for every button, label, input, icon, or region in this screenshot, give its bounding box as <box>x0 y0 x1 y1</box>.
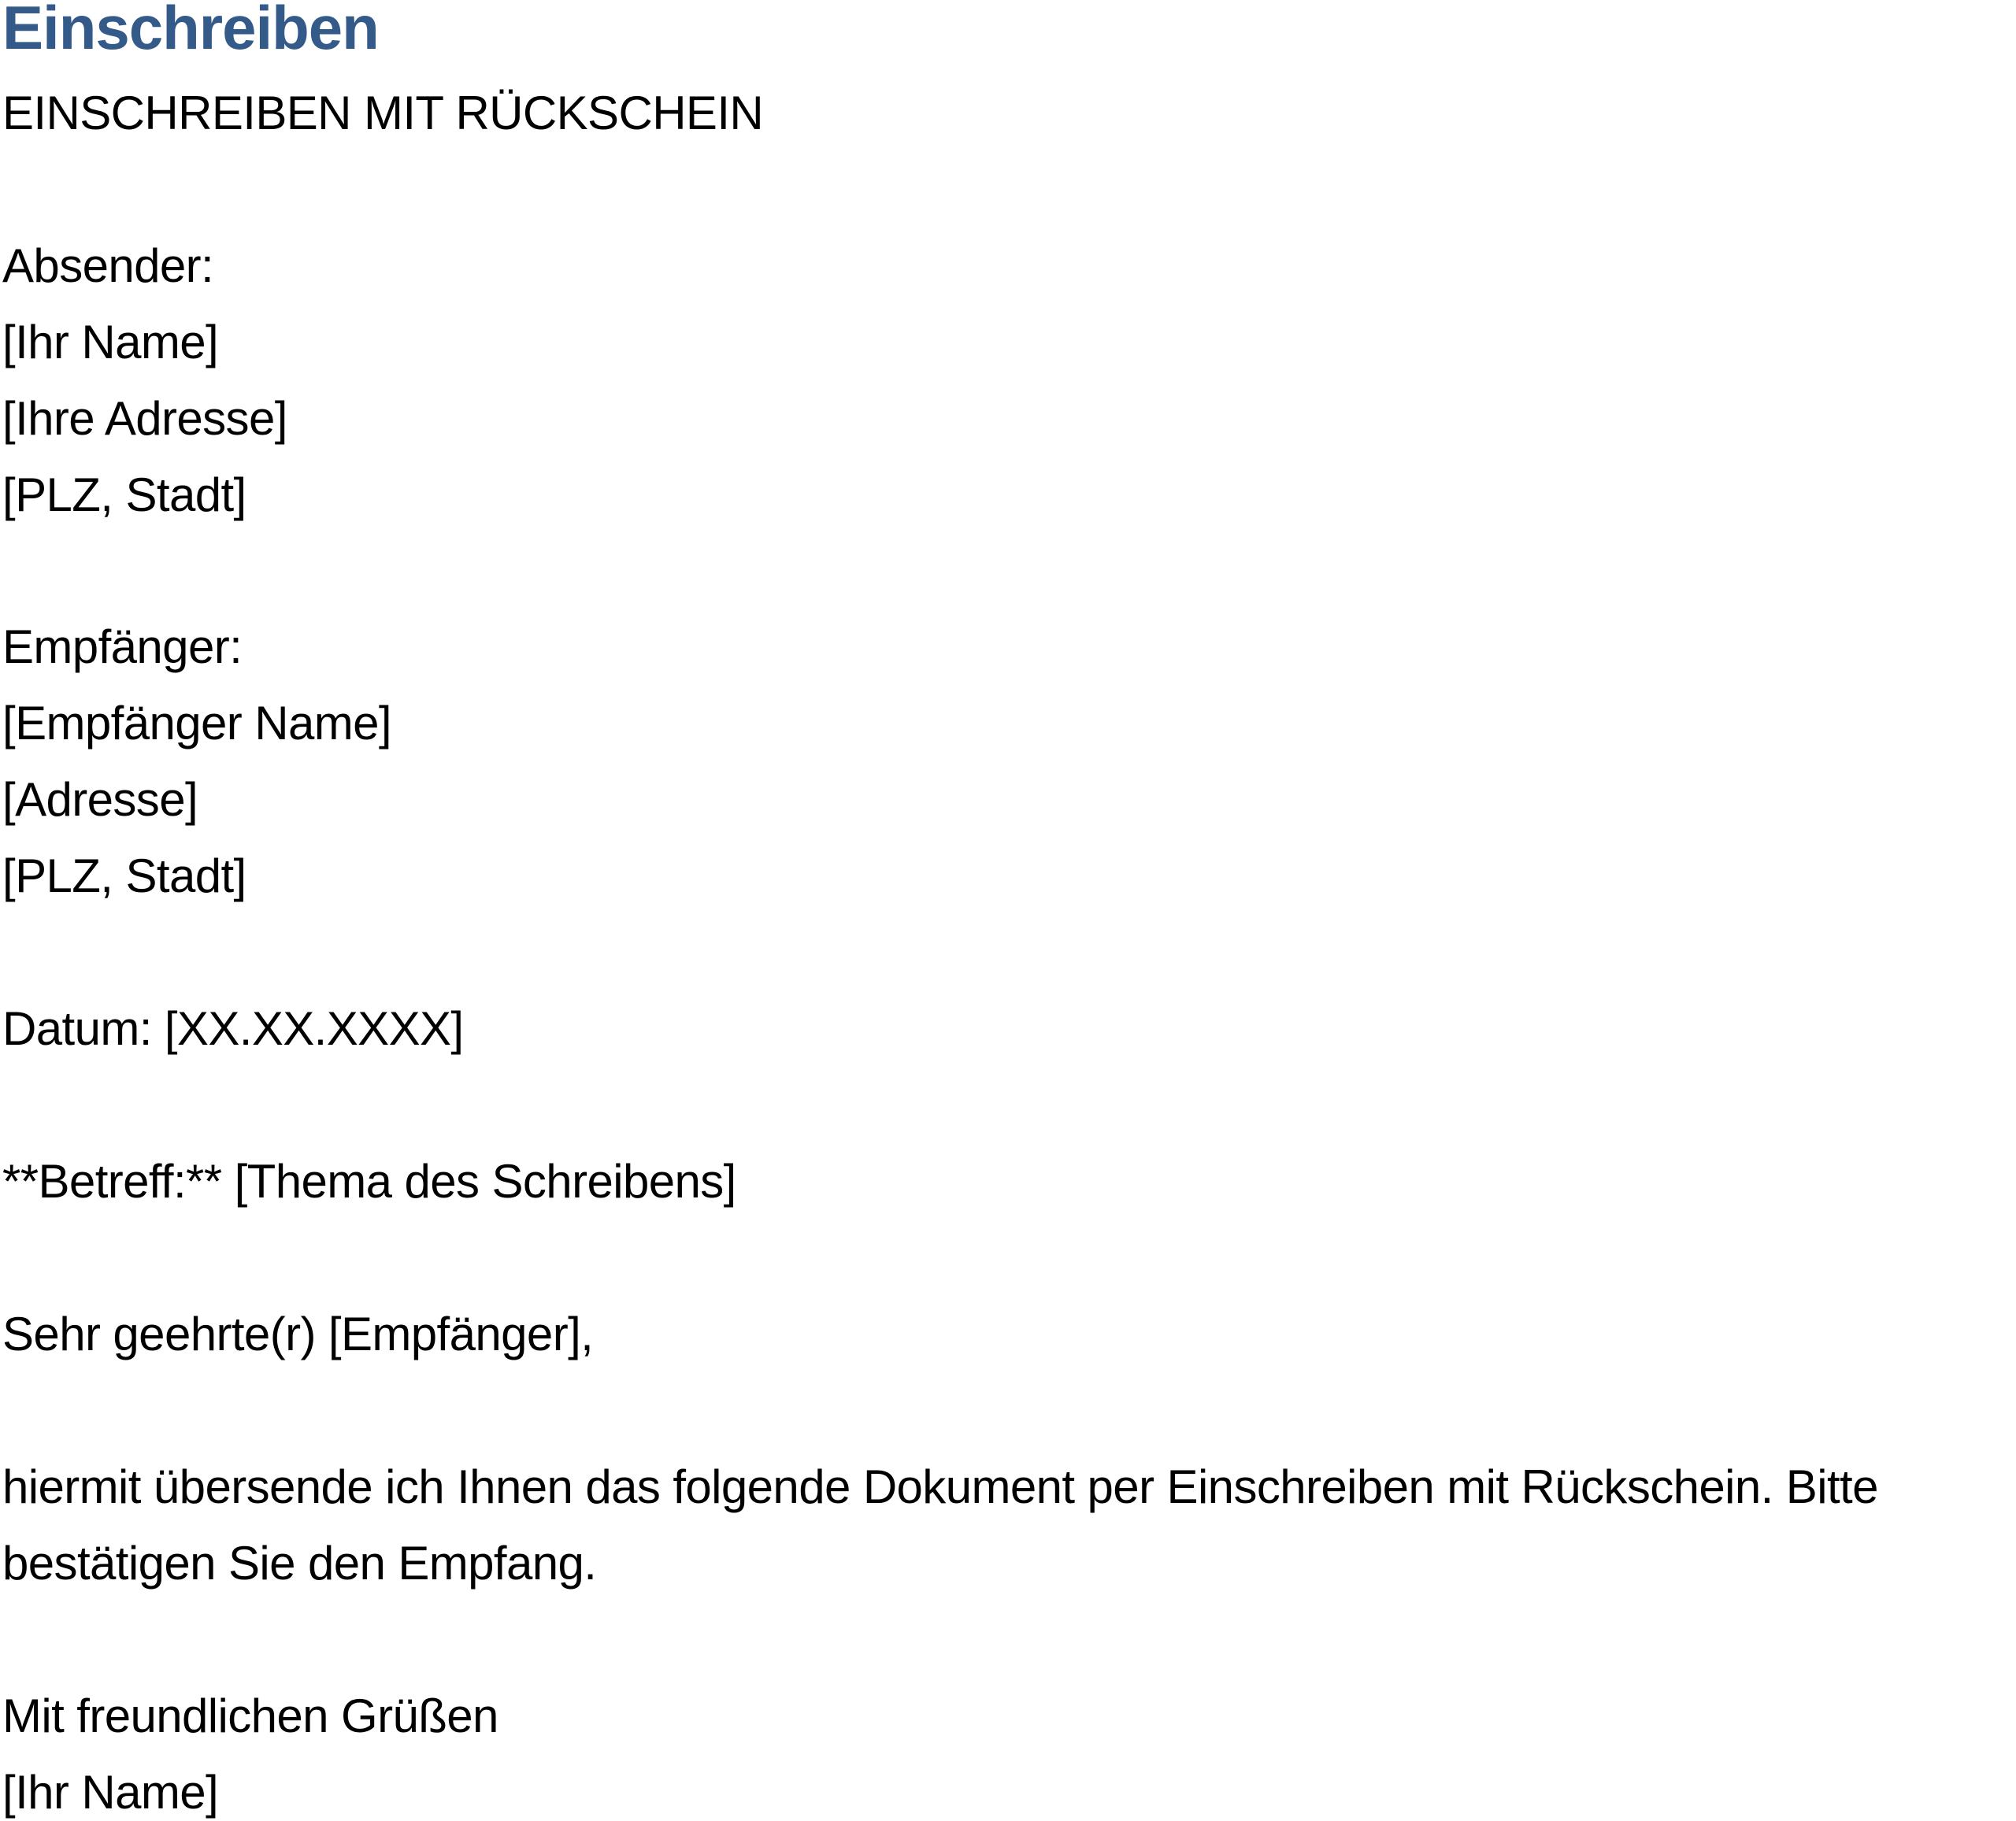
sender-label: Absender: <box>2 239 214 292</box>
salutation: Sehr geehrte(r) [Empfänger], <box>2 1308 594 1360</box>
body-text-line-2: bestätigen Sie den Empfang. <box>2 1537 597 1590</box>
sender-address: [Ihre Adresse] <box>2 392 287 445</box>
closing: Mit freundlichen Grüßen <box>2 1690 498 1742</box>
signature-name: [Ihr Name] <box>2 1766 219 1819</box>
recipient-label: Empfänger: <box>2 620 243 673</box>
document-title: Einschreiben <box>2 0 379 62</box>
body-text-line-1: hiermit übersende ich Ihnen das folgende Dokument per Einschreiben mit Rückschein. Bitte <box>2 1460 1878 1513</box>
date-line: Datum: [XX.XX.XXXX] <box>2 1002 464 1055</box>
letter-type-heading: EINSCHREIBEN MIT RÜCKSCHEIN <box>2 87 764 139</box>
recipient-name: [Empfänger Name] <box>2 697 391 749</box>
subject-line: **Betreff:** [Thema des Schreibens] <box>2 1155 736 1208</box>
recipient-address: [Adresse] <box>2 773 198 826</box>
sender-name: [Ihr Name] <box>2 316 219 368</box>
sender-city: [PLZ, Stadt] <box>2 468 246 521</box>
recipient-city: [PLZ, Stadt] <box>2 849 246 902</box>
